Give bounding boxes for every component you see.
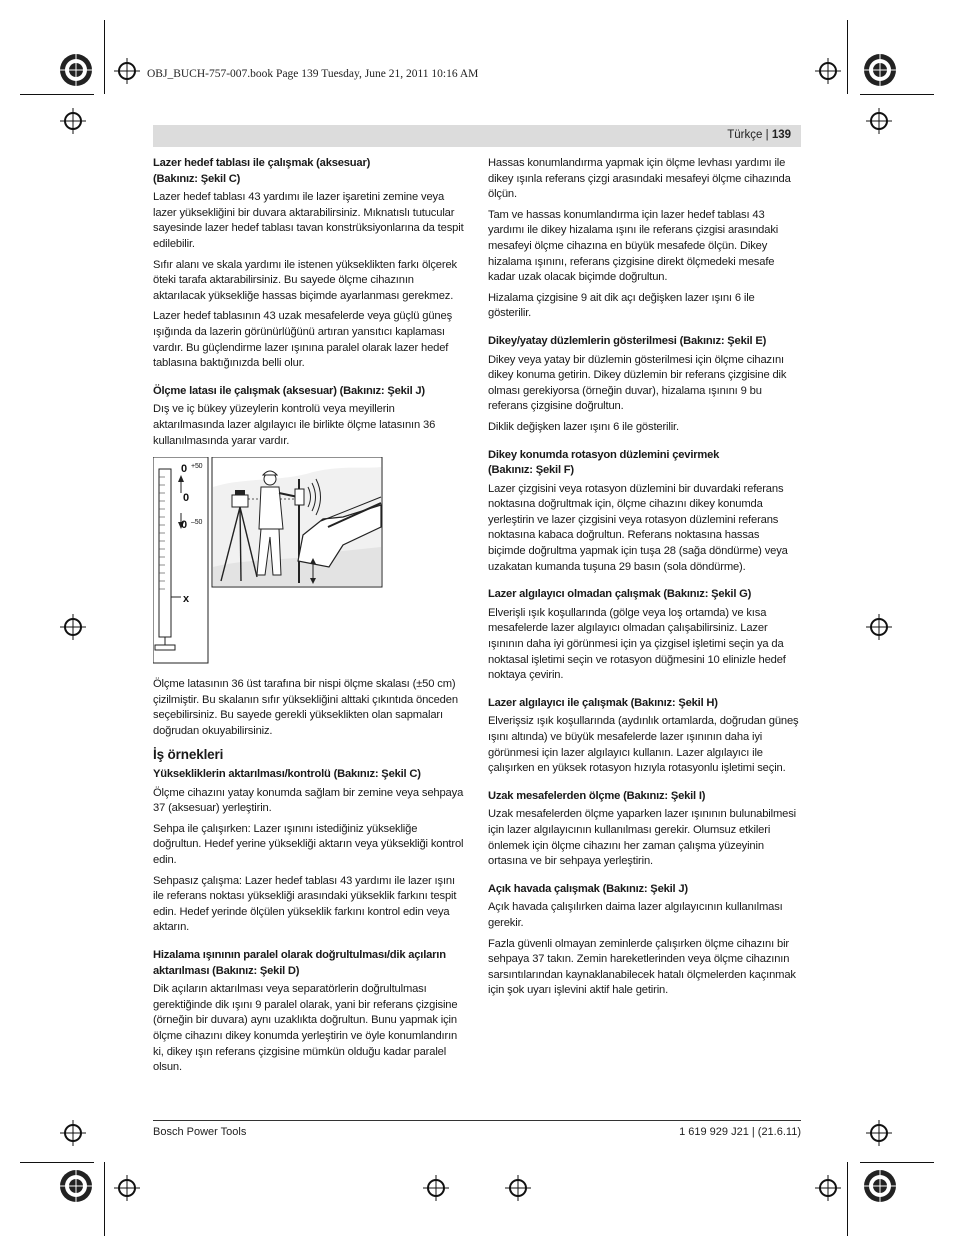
paragraph: Lazer hedef tablası 43 yardımı ile lazer işaretini zemine veya lazer yüksekliğini bir duvara aktarabilirsiniz. Mıknatıslı tutucular sayesinde lazer hedef tablası tavan konstrüksiyonlarına da tespit edilebilir.: [153, 191, 464, 250]
registration-mark-icon: [862, 52, 898, 88]
registration-mark-icon: [58, 52, 94, 88]
figure-measuring-rod: [153, 457, 464, 667]
crosshair-mark-icon: [866, 614, 892, 640]
crop-mark: [104, 20, 105, 94]
left-column: [153, 156, 464, 1081]
crop-mark: [104, 1162, 105, 1236]
right-column: [488, 156, 799, 1004]
section-title: [488, 448, 799, 479]
crosshair-mark-icon: [114, 1175, 140, 1201]
paragraph: Dış ve iç bükey yüzeylerin kontrolü veya meyillerin aktarılmasında lazer algılayıcı ile birlikte ölçme latasının 36 kullanılmasında yarar vardır.: [153, 403, 436, 447]
page-header: [153, 125, 801, 147]
crosshair-mark-icon: [866, 1120, 892, 1146]
paragraph: Tam ve hassas konumlandırma için lazer hedef tablası 43 yardımı ile dikey hizalama ışını ile referans çizgisi arasındaki mesafeyi ölçme cihazına en büyük mesafede ölçün. Dikey hizalama ışınını, referans çizgisine direkt ölçmedeki mesafe kadar uzak olacak biçimde doğrultun.: [488, 208, 779, 284]
section-title: Ölçme latası ile çalışmak (aksesuar) (Bakınız: Şekil J): [153, 384, 425, 397]
section-title: Yüksekliklerin aktarılması/kontrolü (Bakınız: Şekil C): [153, 768, 421, 781]
figure-illustration: [153, 457, 464, 667]
paragraph: Uzak mesafelerden ölçme yaparken lazer ışınının bulunabilmesi için lazer algılayıcının kullanılması gerekir. Olumsuz etkileri önlemek için ölçme cihazını her zaman çalışma yüzeyinin ortasına ve bir sehpaya yerleştirin.: [488, 808, 796, 868]
section-title-line: Lazer hedef tablası ile çalışmak (aksesuar): [153, 157, 371, 169]
section-title: [153, 156, 464, 187]
crop-mark: [20, 94, 94, 95]
scale-label-mid: 0: [183, 492, 189, 505]
crosshair-mark-icon: [505, 1175, 531, 1201]
crosshair-mark-icon: [60, 614, 86, 640]
scale-label-bottom-sup: –50: [191, 519, 203, 527]
paragraph: Dikey veya yatay bir düzlemin gösterilmesi için ölçme cihazını dikey konuma getirin. Dikey düzlemin bir referans çizgisine dik olması gerekiyorsa (örneğin duvar), hizalama ışınını 9 bu referans çizgisine doğrultun.: [488, 353, 787, 413]
scale-label-bottom: 0: [181, 519, 187, 532]
paragraph: Diklik değişken lazer ışını 6 ile gösterilir.: [488, 420, 679, 433]
crosshair-mark-icon: [815, 1175, 841, 1201]
scale-label-x: x: [183, 593, 189, 606]
paragraph: Elverişli ışık koşullarında (gölge veya loş ortamda) ve kısa mesafelerde lazer algılayıcı olmadan çalışabilirsiniz. Lazer ışınının daha iyi görünmesi için ya çizgisel işletimi seçin ya da noktasal işletimi seçin ve rotasyon düğmesini 10 elinizle hedef noktaya çevirin.: [488, 606, 786, 682]
section-title: Açık havada çalışmak (Bakınız: Şekil J): [488, 882, 688, 895]
scale-label-top: 0: [181, 463, 187, 476]
paragraph: Sehpasız çalışma: Lazer hedef tablası 43 yardımı ile lazer ışını ile referans noktası yüksekliği arasındaki yükseklik farkını tespit edin. Hedef yerinde ölçülen yükseklik farkını kontrol edin veya aktarın.: [153, 874, 457, 934]
header-language: Türkçe: [727, 129, 763, 141]
registration-mark-icon: [862, 1168, 898, 1204]
paragraph: Lazer çizgisini veya rotasyon düzlemini bir duvardaki referans noktasına doğrultmak için, ölçme cihazını dikey konumda yerleştirin ve lazer çizgisini veya rotasyon düzlemini referans noktasına kabaca doğrultun. Referans noktasına hassas biçimde doğrultma yapmak için tuşa 28 (sağa döndürme) veya uzakatan kumanda tuşuna 29 basın (sola döndürme).: [488, 482, 788, 573]
section-heading: İş örnekleri: [153, 747, 224, 763]
crosshair-mark-icon: [423, 1175, 449, 1201]
footer-rule: [153, 1120, 801, 1121]
paragraph: Açık havada çalışılırken daima lazer algılayıcının kullanılması gerekir.: [488, 901, 783, 929]
crosshair-mark-icon: [114, 58, 140, 84]
section-title: Hizalama ışınının paralel olarak doğrultulması/dik açıların aktarılması (Bakınız: Şekil D): [153, 949, 446, 977]
paragraph: Dik açıların aktarılması veya separatörlerin doğrultulması gerektiğinde dik ışını 9 paralel olarak, yani bir referans çizgisine (örneğin bir duvara) aynı uzaklıkta doğrultun. Bunu yapmak için ölçme cihazını dikey konumda yerleştirin ve öyle konumlandırın ki, dikey ışın referans çizgisine mümkün olduğu kadar paralel olsun.: [153, 983, 458, 1074]
paragraph: Sehpa ile çalışırken: Lazer ışınını istediğiniz yüksekliğe doğrultun. Hedef yerine yüksekliği aktarın veya yüksekliği kontrol edin.: [153, 822, 464, 867]
paragraph: Ölçme latasının 36 üst tarafına bir nispi ölçme skalası (±50 cm) çizilmiştir. Bu skalanın sıfır yüksekliğini alttaki çıkıntıda önceden seçebilirsiniz. Bu sayede gerekli yükseklikten olan sapmaları doğrudan okuyabilirsiniz.: [153, 678, 458, 737]
crosshair-mark-icon: [866, 108, 892, 134]
crop-mark: [847, 1162, 848, 1236]
crosshair-mark-icon: [60, 108, 86, 134]
scale-label-top-sup: +50: [191, 463, 203, 471]
crop-mark: [860, 94, 934, 95]
print-mark: OBJ_BUCH-757-007.book Page 139 Tuesday, June 21, 2011 10:16 AM: [147, 68, 479, 80]
paragraph: Hassas konumlandırma yapmak için ölçme levhası yardımı ile dikey ışınla referans çizgi arasındaki mesafeyi ölçme cihazında ölçün.: [488, 157, 791, 201]
section-title: Dikey/yatay düzlemlerin gösterilmesi (Bakınız: Şekil E): [488, 334, 767, 347]
header-separator: |: [765, 129, 769, 141]
footer-brand: Bosch Power Tools: [153, 1126, 247, 1138]
section-title: Lazer algılayıcı olmadan çalışmak (Bakınız: Şekil G): [488, 588, 752, 601]
section-title: Lazer algılayıcı ile çalışmak (Bakınız: Şekil H): [488, 696, 718, 709]
paragraph: Hizalama çizgisine 9 ait dik açı değişken lazer ışını 6 ile gösterilir.: [488, 291, 755, 320]
paragraph: Lazer hedef tablasının 43 uzak mesafelerde veya güçlü güneş ışığında da lazerin görünürlüğünü artıran yansıtıcı kaplaması vardır. Bu güçlendirme lazer ışınına paralel olarak lazer hedef tablasına baktığınızda belli olur.: [153, 310, 453, 370]
crop-mark: [20, 1162, 94, 1163]
registration-mark-icon: [58, 1168, 94, 1204]
crop-mark: [860, 1162, 934, 1163]
page-number: 139: [771, 129, 791, 141]
paragraph: Fazla güvenli olmayan zeminlerde çalışırken ölçme cihazını bir sehpaya 37 takın. Zemin hareketlerinden veya ölçme cihazının sarsıntılarından kaynaklanabilecek hatalı ölçmelerden kaçınmak için şok uyarı işlevini aktif hale getirin.: [488, 937, 796, 997]
section-title-line: Dikey konumda rotasyon düzlemini çevirmek: [488, 448, 720, 461]
footer-doc-number: 1 619 929 J21 | (21.6.11): [679, 1126, 801, 1138]
crosshair-mark-icon: [60, 1120, 86, 1146]
section-title-line: (Bakınız: Şekil F): [488, 464, 574, 477]
header-text: [727, 129, 791, 141]
paragraph: Ölçme cihazını yatay konumda sağlam bir zemine veya sehpaya 37 (aksesuar) yerleştirin.: [153, 786, 464, 815]
crosshair-mark-icon: [815, 58, 841, 84]
crop-mark: [847, 20, 848, 94]
section-title: Uzak mesafelerden ölçme (Bakınız: Şekil I): [488, 789, 706, 802]
paragraph: Elverişsiz ışık koşullarında (aydınlık ortamlarda, doğrudan güneş ışını altında) ve büyük mesafelerde lazer ışınının daha iyi görünmesi için lazer algılayıcı kullanın. Lazer algılayıcı ile çalışırken en yüksek rotasyon hızıyla rotasyonlu işletimi seçin.: [488, 715, 799, 775]
section-title-line: (Bakınız: Şekil C): [153, 172, 241, 185]
paragraph: Sıfır alanı ve skala yardımı ile istenen yükseklikten farkı ölçerek öteki tarafa aktarabilirsiniz. Bu sayede ölçme cihazının aktarılacak yüksekliğe hassas biçimde ayarlanması gerekmez.: [153, 258, 457, 302]
